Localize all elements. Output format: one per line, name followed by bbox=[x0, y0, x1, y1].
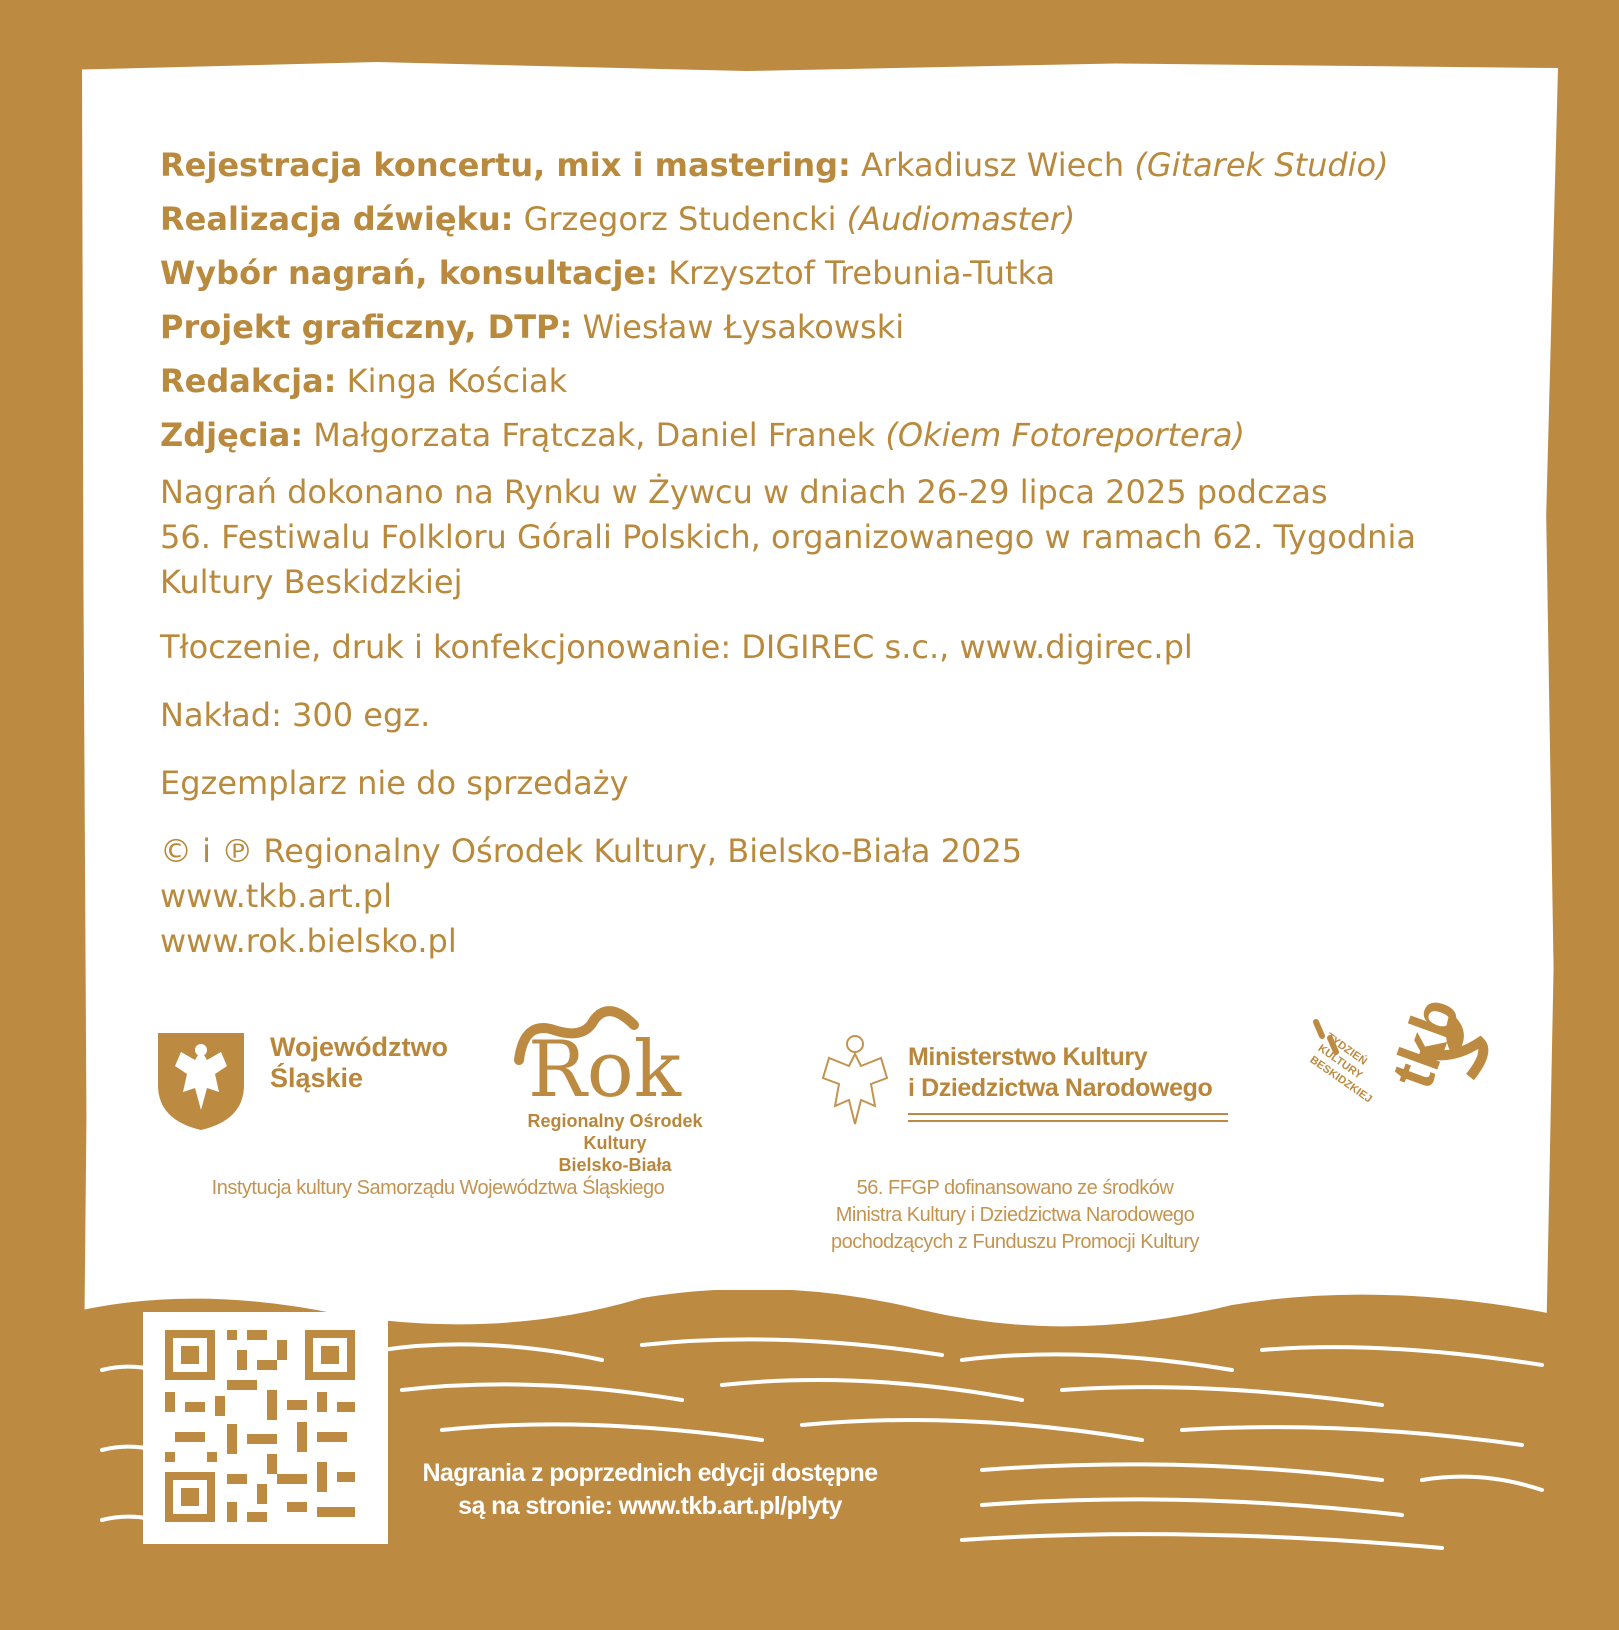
ministry-rule-top bbox=[908, 1113, 1228, 1115]
qr-code-icon[interactable] bbox=[143, 1312, 388, 1544]
ministry-eagle-icon bbox=[815, 1030, 895, 1128]
recording-info: Nagrań dokonano na Rynku w Żywcu w dniach 26-29 lipca 2025 podczas 56. Festiwalu Folkloru Górali Polskich, organizowanego w ramach 62. Tygodnia Kultury Beskidzkiej bbox=[160, 473, 1416, 601]
rok-logo-mark: Rok bbox=[528, 1025, 681, 1115]
copyright-line: © i ℗ Regionalny Ośrodek Kultury, Bielsko-Biała 2025 bbox=[160, 832, 1023, 870]
tkb-link[interactable]: www.tkb.art.pl bbox=[160, 877, 392, 915]
copyright-block bbox=[160, 829, 1510, 964]
credit-line: Wybór nagrań, konsultacje: Krzysztof Trebunia-Tutka bbox=[160, 254, 1056, 292]
silesia-eagle-shield-icon bbox=[155, 1030, 247, 1132]
credit-line: Redakcja: Kinga Kościak bbox=[160, 362, 568, 400]
edition-count: Nakład: 300 egz. bbox=[160, 696, 431, 734]
silesia-logo-text: Województwo Śląskie bbox=[270, 1032, 448, 1093]
credit-line: Realizacja dźwięku: Grzegorz Studencki (Audiomaster) bbox=[160, 200, 1076, 238]
tkb-logo-mark: tkb bbox=[1378, 989, 1472, 1097]
credit-line: Zdjęcia: Małgorzata Frątczak, Daniel Franek (Okiem Fotoreportera) bbox=[160, 416, 1245, 454]
institution-caption: Instytucja kultury Samorządu Województwa Śląskiego bbox=[211, 1177, 665, 1199]
funding-caption: 56. FFGP dofinansowano ze środków Ministra Kultury i Dziedzictwa Narodowego pochodzących z Funduszu Promocji Kultury bbox=[831, 1177, 1199, 1253]
tkb-arc-text: TYDZIEŃ KULTURY BESKIDZKIEJ bbox=[1307, 1030, 1375, 1106]
ministry-logo-text: Ministerstwo Kultury i Dziedzictwa Narodowego bbox=[908, 1043, 1213, 1102]
credit-line: Projekt graficzny, DTP: Wiesław Łysakowski bbox=[160, 308, 905, 346]
rok-logo-text: Regionalny Ośrodek Kultury Bielsko-Biała bbox=[527, 1111, 703, 1175]
ministry-rule-bottom bbox=[908, 1120, 1228, 1122]
rok-link[interactable]: www.rok.bielsko.pl bbox=[160, 922, 457, 960]
pressing-info: Tłoczenie, druk i konfekcjonowanie: DIGIREC s.c., www.digirec.pl bbox=[160, 628, 1193, 666]
not-for-sale: Egzemplarz nie do sprzedaży bbox=[160, 764, 629, 802]
credits-block bbox=[160, 138, 1510, 964]
sponsor-logos bbox=[0, 989, 1619, 1280]
qr-code-panel bbox=[143, 1312, 388, 1544]
qr-note: Nagrania z poprzednich edycji dostępne są na stronie: www.tkb.art.pl/plyty bbox=[422, 1459, 878, 1520]
credit-line: Rejestracja koncertu, mix i mastering: Arkadiusz Wiech (Gitarek Studio) bbox=[160, 146, 1389, 184]
